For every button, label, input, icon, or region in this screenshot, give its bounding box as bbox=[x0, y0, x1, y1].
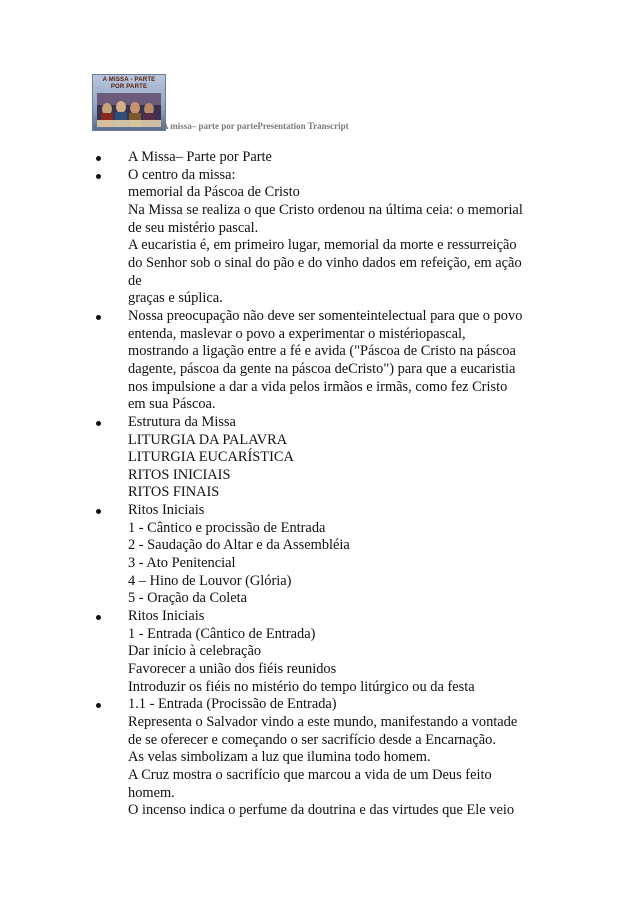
bullet-item bbox=[95, 149, 555, 167]
text-line: As velas simbolizam a luz que ilumina todo homem. bbox=[128, 749, 431, 766]
text-line: Ritos Iniciais bbox=[128, 502, 205, 519]
document-header bbox=[92, 74, 512, 134]
text-line: Nossa preocupação não deve ser somenteintelectual para que o povo bbox=[128, 307, 523, 324]
text-line: A Cruz mostra o sacrifício que marcou a vida de um Deus feito bbox=[128, 766, 492, 783]
bullet-item bbox=[95, 608, 555, 696]
thumbnail-scene-image bbox=[97, 93, 161, 127]
text-line: 1.1 - Entrada (Procissão de Entrada) bbox=[128, 696, 337, 713]
bullet-list bbox=[95, 149, 555, 820]
text-line: 4 – Hino de Louvor (Glória) bbox=[128, 572, 292, 589]
text-line: Estrutura da Missa bbox=[128, 413, 236, 430]
text-line: RITOS FINAIS bbox=[128, 484, 220, 501]
text-line: de bbox=[128, 272, 142, 289]
text-line: 2 - Saudação do Altar e da Assembléia bbox=[128, 537, 350, 554]
bullet-dot-icon bbox=[96, 156, 101, 161]
text-line: Dar início à celebração bbox=[128, 643, 262, 660]
bullet-item bbox=[95, 502, 555, 608]
bullet-dot-icon bbox=[96, 509, 101, 514]
text-line: A eucaristia é, em primeiro lugar, memorial da morte e ressurreição bbox=[128, 237, 517, 254]
text-line: em sua Páscoa. bbox=[128, 396, 216, 413]
text-line: 3 - Ato Penitencial bbox=[128, 555, 236, 572]
bullet-dot-icon bbox=[96, 703, 101, 708]
text-line: homem. bbox=[128, 784, 175, 801]
bullet-dot-icon bbox=[96, 174, 101, 179]
text-line: LITURGIA EUCARÍSTICA bbox=[128, 449, 294, 466]
text-line: A Missa– Parte por Parte bbox=[128, 149, 272, 165]
text-line: de se oferecer e começando o ser sacrifício desde a Encarnação. bbox=[128, 731, 496, 748]
thumbnail-title: A MISSA - PARTE POR PARTE bbox=[102, 77, 156, 90]
text-line: memorial da Páscoa de Cristo bbox=[128, 184, 300, 201]
bullet-dot-icon bbox=[96, 615, 101, 620]
bullet-item bbox=[95, 167, 555, 308]
bullet-item bbox=[95, 308, 555, 414]
text-line: LITURGIA DA PALAVRA bbox=[128, 431, 288, 448]
text-line: 5 - Oração da Coleta bbox=[128, 590, 248, 607]
presentation-thumbnail bbox=[92, 74, 166, 131]
bullet-dot-icon bbox=[96, 421, 101, 426]
text-line: O incenso indica o perfume da doutrina e das virtudes que Ele veio bbox=[128, 802, 515, 819]
text-line: dagente, páscoa da gente na páscoa deCristo") para que a eucaristia bbox=[128, 360, 516, 377]
text-line: de seu mistério pascal. bbox=[128, 219, 259, 236]
transcript-title: A missa– parte por partePresentation Transcript bbox=[162, 121, 349, 131]
text-line: Favorecer a união dos fiéis reunidos bbox=[128, 661, 337, 678]
text-line: Introduzir os fiéis no mistério do tempo litúrgico ou da festa bbox=[128, 678, 475, 695]
text-line: Representa o Salvador vindo a este mundo, manifestando a vontade bbox=[128, 714, 518, 730]
text-line: 1 - Entrada (Cântico de Entrada) bbox=[128, 625, 316, 642]
text-line: RITOS INICIAIS bbox=[128, 466, 231, 483]
text-line: graças e súplica. bbox=[128, 290, 223, 307]
bullet-item bbox=[95, 414, 555, 502]
text-line: nos impulsione a dar a vida pelos irmãos e irmãs, como fez Cristo bbox=[128, 378, 508, 395]
text-line: Na Missa se realiza o que Cristo ordenou na última ceia: o memorial bbox=[128, 201, 523, 218]
text-line: do Senhor sob o sinal do pão e do vinho dados em refeição, em ação bbox=[128, 254, 522, 271]
text-line: mostrando a ligação entre a fé e avida ("Páscoa de Cristo na páscoa bbox=[128, 343, 516, 360]
text-line: 1 - Cântico e procissão de Entrada bbox=[128, 519, 326, 536]
text-line: Ritos Iniciais bbox=[128, 608, 205, 625]
bullet-dot-icon bbox=[96, 315, 101, 320]
text-line: O centro da missa: bbox=[128, 166, 236, 183]
bullet-item bbox=[95, 696, 555, 820]
text-line: entenda, maslevar o povo a experimentar o mistériopascal, bbox=[128, 325, 466, 342]
